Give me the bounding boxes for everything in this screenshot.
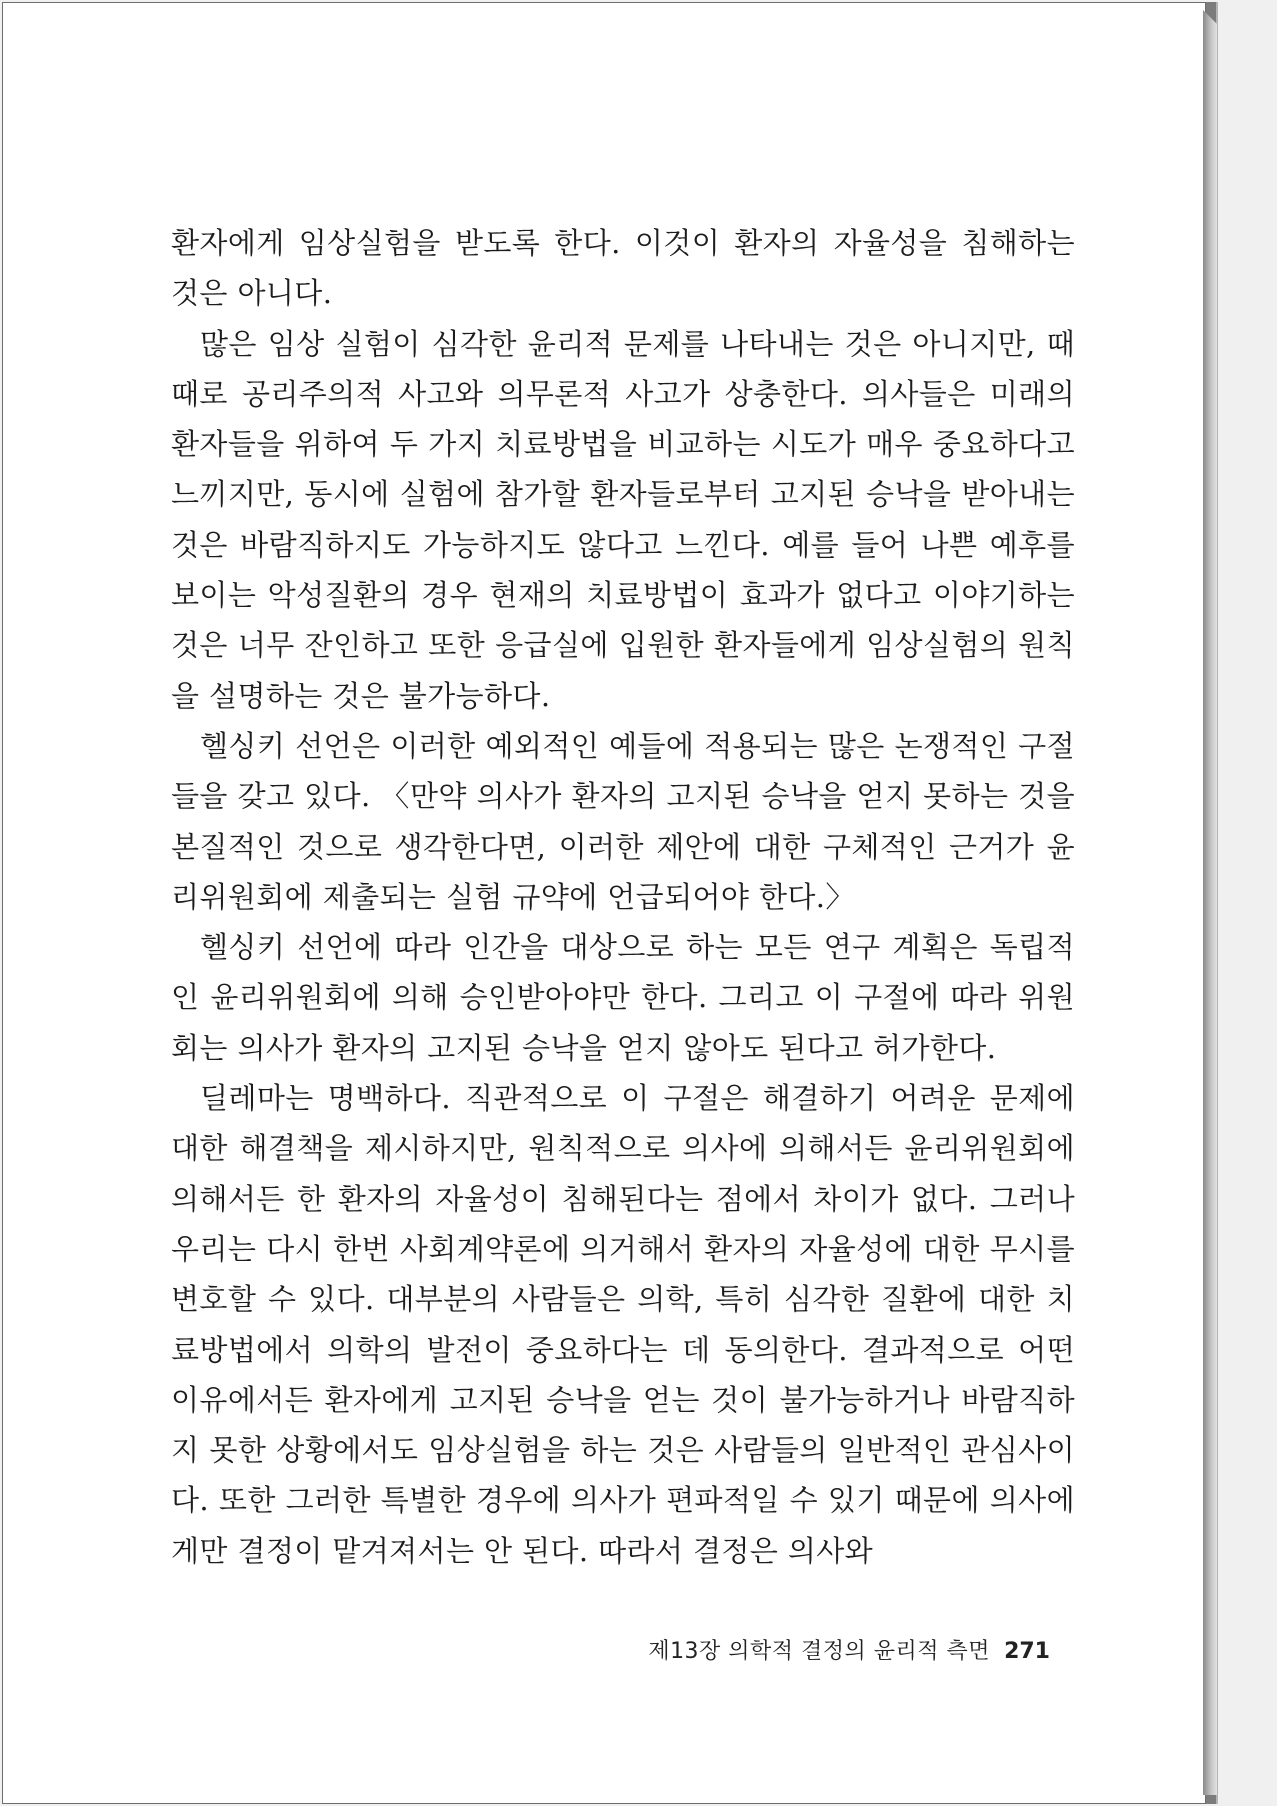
paragraph: 딜레마는 명백하다. 직관적으로 이 구절은 해결하기 어려운 문제에 대한 해결책을 제시하지만, 원칙적으로 의사에 의해서든 윤리위원회에 의해서든 한 환자의 자율성이 침해된다는 점에서 차이가 없다. 그러나 우리는 다시 한번 사회계약론에 의거해서 환자의 자율성에 대한 무시를 변호할 수 있다. 대부분의 사람들은 의학, 특히 심각한 질환에 대한 치료방법에서 의학의 발전이 중요하다는 데 동의한다. 결과적으로 어떤 이유에서든 환자에게 고지된 승낙을 얻는 것이 불가능하거나 바람직하지 못한 상황에서도 임상실험을 하는 것은 사람들의 일반적인 관심사이다. 또한 그러한 특별한 경우에 의사가 편파적일 수 있기 때문에 의사에게만 결정이 맡겨져서는 안 된다. 따라서 결정은 의사와 (171, 1081, 1075, 1568)
body-text (171, 218, 1075, 1576)
paragraph: 많은 임상 실험이 심각한 윤리적 문제를 나타내는 것은 아니지만, 때때로 공리주의적 사고와 의무론적 사고가 상충한다. 의사들은 미래의 환자들을 위하여 두 가지 치료방법을 비교하는 시도가 매우 중요하다고 느끼지만, 동시에 실험에 참가할 환자들로부터 고지된 승낙을 받아내는 것은 바람직하지도 가능하지도 않다고 느낀다. 예를 들어 나쁜 예후를 보이는 악성질환의 경우 현재의 치료방법이 효과가 없다고 이야기하는 것은 너무 잔인하고 또한 응급실에 입원한 환자들에게 임상실험의 원칙을 설명하는 것은 불가능하다. (171, 326, 1075, 713)
paragraph-continuation: 환자에게 임상실험을 받도록 한다. 이것이 환자의 자율성을 침해하는 것은 아니다. (171, 226, 1075, 311)
book-page (2, 2, 1206, 1804)
paragraph: 헬싱키 선언에 따라 인간을 대상으로 하는 모든 연구 계획은 독립적인 윤리위원회에 의해 승인받아야만 한다. 그리고 이 구절에 따라 위원회는 의사가 환자의 고지된 승낙을 얻지 않아도 된다고 허가한다. (171, 930, 1075, 1065)
page-edge-shadow (1203, 10, 1217, 1795)
chapter-title: 제13장 의학적 결정의 윤리적 측면 (648, 1639, 991, 1664)
page-number: 271 (1004, 1639, 1050, 1664)
page-footer (648, 1634, 1050, 1665)
paragraph: 헬싱키 선언은 이러한 예외적인 예들에 적용되는 많은 논쟁적인 구절들을 갖고 있다. 〈만약 의사가 환자의 고지된 승낙을 얻지 못하는 것을 본질적인 것으로 생각한다면, 이러한 제안에 대한 구체적인 근거가 윤리위원회에 제출되는 실험 규약에 언급되어야 한다.〉 (171, 728, 1075, 914)
